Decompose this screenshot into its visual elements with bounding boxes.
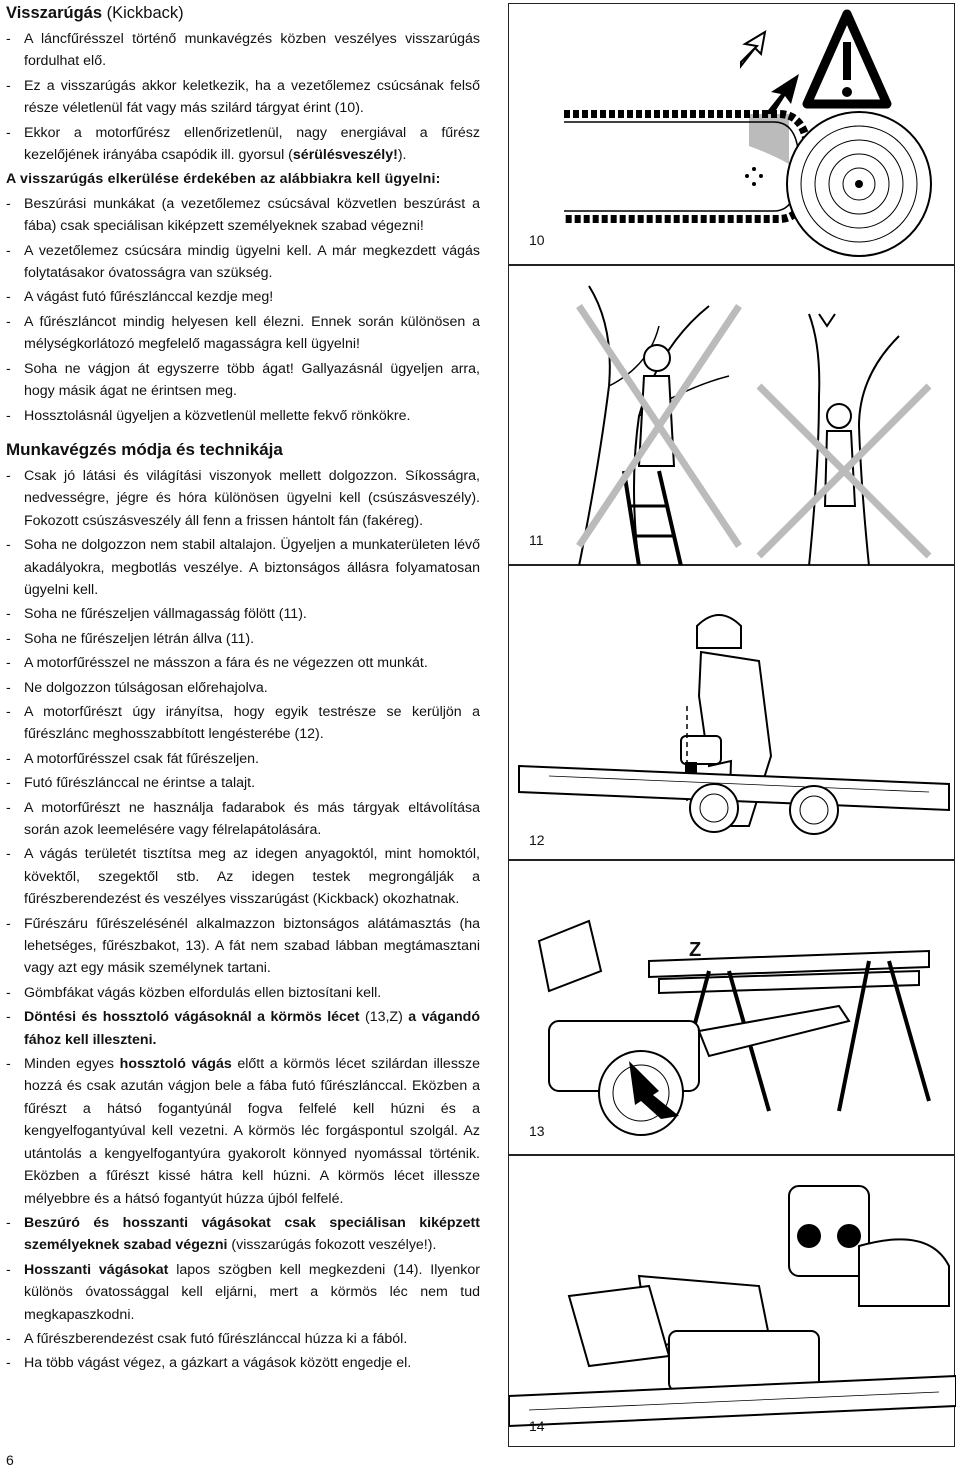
list-item: - A láncfűrésszel történő munkavégzés közben veszélyes visszarúgás fordulhat elő. bbox=[6, 28, 480, 73]
list-item: - A motorfűrésszel ne másszon a fára és ne végezzen ott munkát. bbox=[6, 652, 480, 674]
chainsaw-cut-illustration bbox=[509, 1156, 956, 1448]
z-label: Z bbox=[689, 939, 702, 961]
figure-14-longitudinal-cut bbox=[508, 1155, 955, 1447]
section-title-kickback: Visszarúgás (Kickback) bbox=[6, 4, 184, 22]
list-item: - A fűrészberendezést csak futó fűrészlánccal húzza ki a fából. bbox=[6, 1328, 480, 1350]
figure-label: 12 bbox=[529, 832, 545, 848]
figure-10-kickback bbox=[508, 3, 955, 265]
list-item: - Ekkor a motorfűrész ellenőrizetlenül, nagy energiával a fűrész kezelőjének irányába csapódik ill. gyorsul (sérülésveszély!). bbox=[6, 122, 480, 167]
log-sawing-illustration bbox=[509, 566, 956, 861]
list-item: - Minden egyes hossztoló vágás előtt a körmös lécet szilárdan illessze hozzá és csak azután vágjon bele a fába futó fűrészlánccal. Eközben a fűrészt a hátsó fogantyúnál fogva felfelé kell húzni és a kengyelfogantyúval kell vezetni. A körmös léc forgáspontul szolgál. Az utántolás a kengyelfogantyúra gyakorolt könnyed nyomással történik. Eközben a fűrészt kissé hátra kell húzni. A körmös lécet illessze mélyebbre és a hátsó fogantyút húzza újból felfelé. bbox=[6, 1053, 480, 1210]
figure-label: 14 bbox=[529, 1418, 545, 1434]
lead-text: A visszarúgás elkerülése érdekében az alábbiakra kell ügyelni: bbox=[6, 171, 441, 188]
list-item: - Beszúró és hosszanti vágásokat csak speciálisan kiképzett személyeknek szabad végezni (visszarúgás fokozott veszélye!). bbox=[6, 1212, 480, 1257]
sawhorse-illustration bbox=[509, 861, 956, 1156]
section-title-technique: Munkavégzés módja és technikája bbox=[6, 439, 283, 459]
figure-label: 11 bbox=[529, 532, 544, 548]
figure-label: 13 bbox=[529, 1123, 545, 1139]
list-item: - Hosszanti vágásokat lapos szögben kell megkezdeni (14). Ilyenkor különös óvatossággal kell eljárni, mert a körmös léc nem tud megkapaszkodni. bbox=[6, 1259, 480, 1326]
list-item: - A motorfűrészt úgy irányítsa, hogy egyik testrésze se kerüljön a fűrészlánc meghosszabbított lengésterébe (12). bbox=[6, 701, 480, 746]
list-item: - Beszúrási munkákat (a vezetőlemez csúcsával közvetlen beszúrást a fába) csak speciálisan kiképzett személyeknek szabad végezni! bbox=[6, 193, 480, 238]
list-item: - Ez a visszarúgás akkor keletkezik, ha a vezetőlemez csúcsának felső része véletlenül fát vagy más szilárd tárgyat érint (10). bbox=[6, 75, 480, 120]
figure-13-sawhorse bbox=[508, 860, 955, 1155]
text-column bbox=[6, 2, 480, 1377]
figure-label: 10 bbox=[529, 232, 545, 248]
tree-ladder-illustration bbox=[509, 266, 956, 566]
list-item: - Ha több vágást végez, a gázkart a vágások között engedje el. bbox=[6, 1352, 480, 1374]
list-item: - Ne dolgozzon túlságosan előrehajolva. bbox=[6, 677, 480, 699]
figure-11-ladder bbox=[508, 265, 955, 565]
list-item: - Fűrészáru fűrészelésénél alkalmazzon biztonságos alátámasztás (ha lehetséges, fűrészbakot, 13). A fát nem szabad lábban megtámasztani vagy azt egy másik személynek tartani. bbox=[6, 913, 480, 980]
list-item: - Soha ne fűrészeljen létrán állva (11). bbox=[6, 628, 480, 650]
list-item: - A vágás területét tisztítsa meg az idegen anyagoktól, mint homoktól, kövektől, szegektől stb. Az idegen testek megrongálják a fűrészberendezést és veszélyes visszarúgást (Kickback) okozhatnak. bbox=[6, 843, 480, 910]
figure-12-sawing-log bbox=[508, 565, 955, 860]
kickback-illustration bbox=[509, 4, 956, 266]
list-item: - Hossztolásnál ügyeljen a közvetlenül mellette fekvő rönkökre. bbox=[6, 405, 480, 427]
list-item: - A motorfűrészt ne használja fadarabok és más tárgyak eltávolítása során azok leemelésére vagy félrelapátolására. bbox=[6, 797, 480, 842]
list-item: - Soha ne fűrészeljen vállmagasság fölött (11). bbox=[6, 603, 480, 625]
page-number: 6 bbox=[6, 1452, 14, 1468]
list-item: - A vezetőlemez csúcsára mindig ügyelni kell. A már megkezdett vágás folytatásakor óvatosságra van szükség. bbox=[6, 240, 480, 285]
list-item: - A fűrészláncot mindig helyesen kell élezni. Ennek során különösen a mélységkorlátozó megfelelő magasságra kell ügyelni! bbox=[6, 311, 480, 356]
list-item: - Döntési és hossztoló vágásoknál a körmös lécet (13,Z) a vágandó fához kell illeszteni. bbox=[6, 1006, 480, 1051]
list-item: - Soha ne dolgozzon nem stabil altalajon. Ügyeljen a munkaterületen lévő akadályokra, megbotlás veszélye. A biztonságos állásra folyamatosan ügyelni kell. bbox=[6, 534, 480, 601]
list-item: - A motorfűrésszel csak fát fűrészeljen. bbox=[6, 748, 480, 770]
list-item: - Gömbfákat vágás közben elfordulás ellen biztosítani kell. bbox=[6, 982, 480, 1004]
list-item: - Soha ne vágjon át egyszerre több ágat! Gallyazásnál ügyeljen arra, hogy másik ágat ne érintsen meg. bbox=[6, 358, 480, 403]
list-item: - Futó fűrészlánccal ne érintse a talajt. bbox=[6, 772, 480, 794]
list-item: - Csak jó látási és világítási viszonyok mellett dolgozzon. Síkosságra, nedvességre, jégre és hóra különösen ügyelni kell (csúszásveszély). Fokozott csúszásveszély áll fenn a frissen hántolt fán (fakéreg). bbox=[6, 465, 480, 532]
list-item: - A vágást futó fűrészlánccal kezdje meg! bbox=[6, 286, 480, 308]
